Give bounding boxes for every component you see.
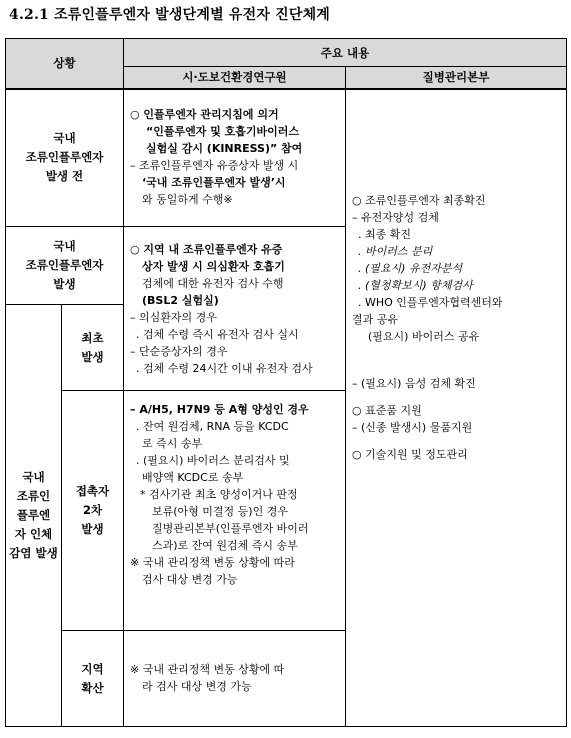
kdca-line: ○ 기술지원 및 정도관리 — [352, 447, 468, 461]
section-title: 4.2.1 조류인플루엔자 발생단계별 유전자 진단체계 — [9, 7, 331, 23]
content-line: (BSL2 실험실) — [142, 294, 219, 307]
institute-occurred-and-first — [124, 227, 346, 391]
label-line: 발생 — [53, 277, 76, 291]
content-line: . 검체 수령 즉시 유전자 검사 실시 — [136, 328, 299, 341]
content-line: 실험실 감시 (KINRESS)” 참여 — [146, 141, 303, 155]
institute-before-occurrence — [124, 89, 346, 227]
content-line: 라 검사 대상 변경 가능 — [142, 680, 252, 693]
header-main-content: 주요 내용 — [124, 39, 567, 67]
content-line: – 조류인플루엔자 유증상자 발생 시 — [130, 158, 299, 172]
content-line: * 검사기관 최초 양성이거나 판정 — [140, 488, 298, 501]
label-line: 자 인체 — [14, 527, 53, 541]
label-line: 국내 — [53, 131, 76, 146]
label-line: 조류인플루엔자 — [25, 258, 104, 272]
content-line: “인플루엔자 및 호흡기바이러스 — [146, 124, 300, 138]
label-line: 2차 — [82, 503, 103, 517]
kdca-line: – (신종 발생시) 물품지원 — [352, 420, 473, 434]
diagnosis-system-table — [5, 38, 567, 727]
header-institute: 시·도보건환경연구원 — [124, 67, 346, 89]
content-line: ○ 인플루엔자 관리지침에 의거 — [130, 107, 279, 121]
content-line: ※ 국내 관리정책 변동 상황에 따라 — [130, 556, 295, 569]
kdca-line: – (필요시) 음성 검체 확진 — [352, 376, 476, 390]
institute-contact-secondary — [124, 391, 346, 631]
content-line: 와 동일하게 수행※ — [142, 192, 233, 206]
situation-before-occurrence — [6, 89, 124, 227]
content-line: . 검체 수령 24시간 이내 유전자 검사 — [136, 362, 313, 375]
content-line: 배양액 KCDC로 송부 — [142, 471, 244, 484]
label-line: 플루엔 — [16, 508, 51, 522]
situation-contact-secondary — [62, 391, 124, 631]
kdca-line: . 최종 확진 — [358, 227, 411, 241]
content-line: 검사 대상 변경 가능 — [142, 573, 238, 586]
label-line: 최초 — [81, 330, 104, 345]
situation-regional-spread — [62, 631, 124, 727]
kdca-line: . (필요시) 유전자분석 — [358, 261, 463, 275]
content-line: 질병관리본부(인플루엔자 바이러 — [152, 522, 309, 535]
situation-human-infection — [6, 305, 62, 727]
content-line: ‘국내 조류인플루엔자 발생’시 — [142, 175, 286, 189]
header-kdca: 질병관리본부 — [346, 67, 567, 89]
kdca-line: . (혈청확보시) 항체검사 — [358, 278, 473, 292]
content-line: – A/H5, H7N9 등 A형 양성인 경우 — [130, 403, 309, 416]
label-line: 발생 전 — [45, 169, 84, 184]
situation-first-occurrence — [62, 305, 124, 391]
content-line: – 의심환자의 경우 — [130, 311, 217, 324]
content-line: 로 즉시 송부 — [142, 437, 203, 450]
label-line: 접촉자 — [75, 484, 110, 498]
content-line: ○ 지역 내 조류인플루엔자 유증 — [130, 243, 283, 256]
content-line: 검체에 대한 유전자 검사 수행 — [142, 277, 284, 290]
kdca-line: – 유전자양성 검체 — [352, 210, 439, 224]
content-line: 보류(아형 미결정 등)인 경우 — [152, 505, 288, 518]
situation-occurred — [6, 227, 124, 305]
label-line: 조류인플루엔자 — [25, 150, 104, 165]
header-situation: 상황 — [6, 39, 124, 89]
label-line: 발생 — [81, 349, 104, 364]
content-line: 상자 발생 시 의심환자 호흡기 — [142, 260, 285, 273]
kdca-line: ○ 조류인플루엔자 최종확진 — [352, 193, 486, 207]
label-line: 국내 — [53, 239, 76, 253]
kdca-line: ○ 표준품 지원 — [352, 403, 422, 417]
label-line: 국내 — [22, 470, 45, 484]
kdca-column — [346, 89, 567, 727]
content-line: ※ 국내 관리정책 변동 상황에 따 — [130, 663, 285, 676]
kdca-line: . 바이러스 분리 — [358, 244, 433, 258]
institute-regional-spread — [124, 631, 346, 727]
label-line: 조류인 — [16, 489, 51, 503]
content-line: – 단순증상자의 경우 — [130, 345, 228, 358]
label-line: 지역 — [81, 661, 104, 676]
kdca-line: (필요시) 바이러스 공유 — [368, 329, 480, 343]
content-line: . (필요시) 바이러스 분리검사 및 — [136, 454, 290, 467]
label-line: 확산 — [81, 680, 104, 695]
label-line: 발생 — [81, 522, 104, 536]
kdca-line: 결과 공유 — [352, 312, 399, 326]
kdca-line: . WHO 인플루엔자협력센터와 — [358, 295, 503, 309]
content-line: . 잔여 원검체, RNA 등을 KCDC — [136, 420, 289, 433]
content-line: 스과)로 잔여 원검체 즉시 송부 — [152, 539, 298, 552]
label-line: 감염 발생 — [9, 546, 58, 560]
